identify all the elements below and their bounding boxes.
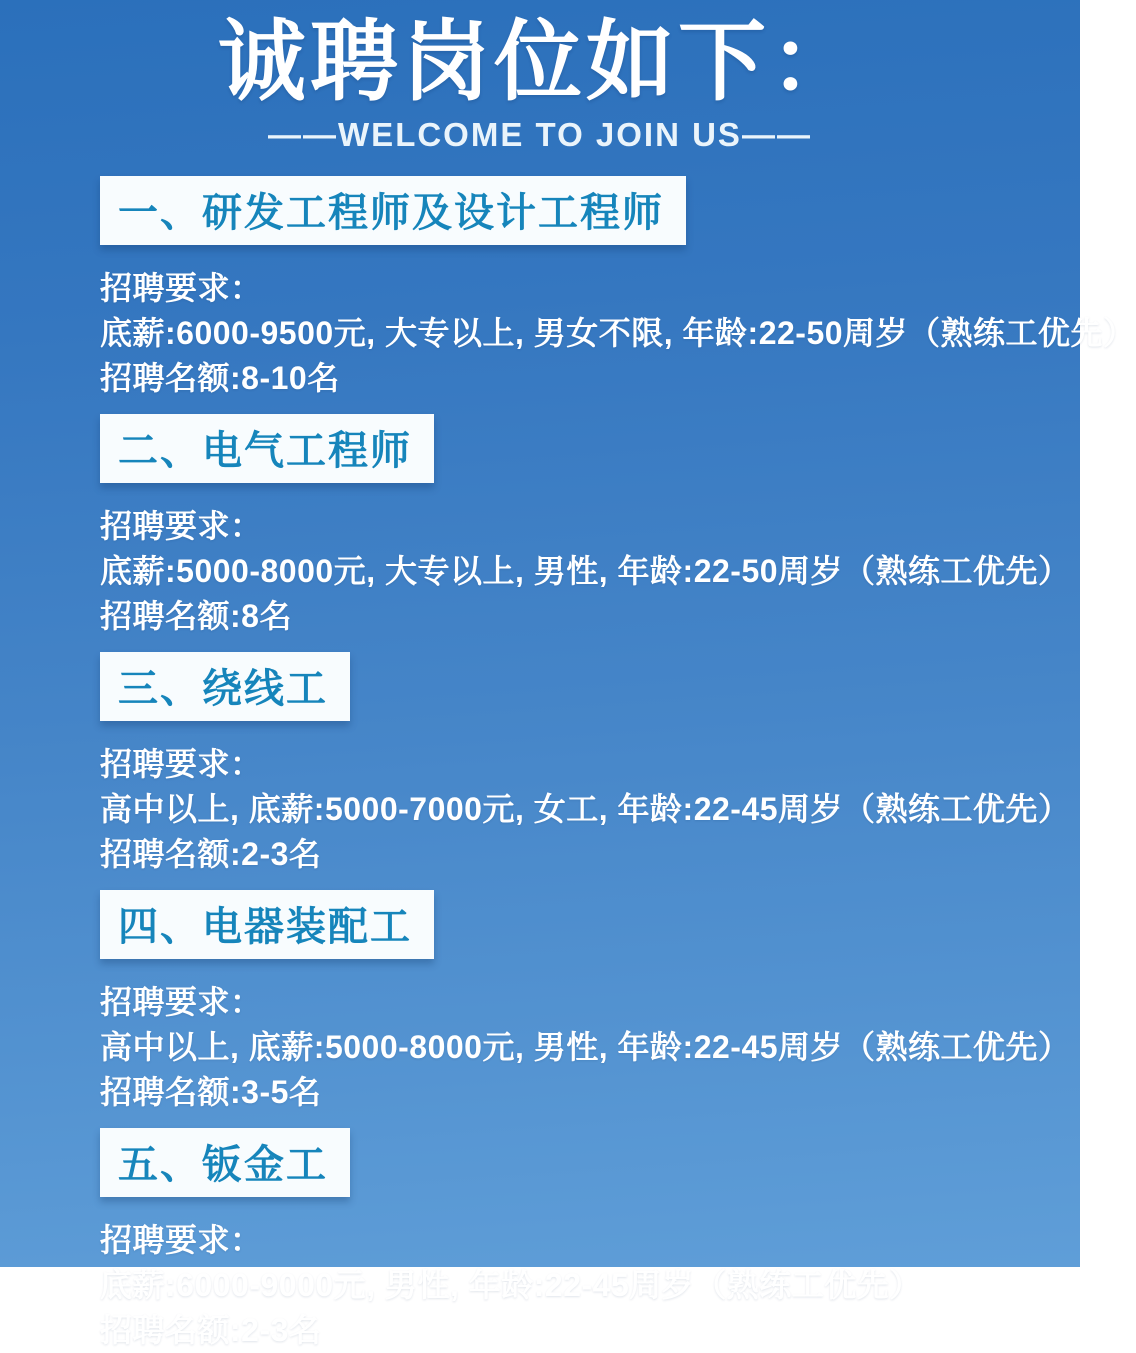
quota-text: 招聘名额:3-5名 [100, 1073, 322, 1110]
requirement-text: 高中以上, 底薪:5000-7000元, 女工, 年龄:22-45周岁（熟练工优先） [100, 790, 1071, 827]
job-section-4 [100, 890, 1071, 1115]
quota-text: 招聘名额:8名 [100, 597, 292, 634]
job-heading-4: 四、电器装配工 [100, 890, 434, 959]
job-heading-3: 三、绕线工 [100, 652, 350, 721]
requirements-label: 招聘要求： [100, 983, 263, 1020]
requirement-text: 底薪:6000-9500元, 大专以上, 男女不限, 年龄:22-50周岁（熟练工优先） [100, 314, 1136, 351]
poster-title: 诚聘岗位如下： [217, 12, 862, 111]
requirements-label: 招聘要求： [100, 507, 263, 544]
job-heading-5: 五、钣金工 [100, 1128, 350, 1197]
requirements-label: 招聘要求： [100, 269, 263, 306]
requirement-text: 底薪:6000-9000元, 男性, 年龄:22-45周岁（熟练工优先） [100, 1266, 922, 1303]
job-section-1 [100, 176, 1136, 401]
requirements-label: 招聘要求： [100, 1221, 263, 1258]
job-heading-1: 一、研发工程师及设计工程师 [100, 176, 686, 245]
requirement-text: 高中以上, 底薪:5000-8000元, 男性, 年龄:22-45周岁（熟练工优先） [100, 1028, 1071, 1065]
poster-subtitle: ——WELCOME TO JOIN US—— [268, 115, 812, 153]
job-section-3 [100, 652, 1071, 877]
job-section-5 [100, 1128, 1040, 1353]
requirement-text: 底薪:5000-8000元, 大专以上, 男性, 年龄:22-50周岁（熟练工优先） [100, 552, 1071, 589]
quota-text: 招聘名额:2-3名 [100, 835, 322, 872]
requirements-label: 招聘要求： [100, 745, 263, 782]
quota-text: 招聘名额:2-3名 [100, 1311, 322, 1348]
job-section-2 [100, 414, 1071, 639]
quota-text: 招聘名额:8-10名 [100, 359, 340, 396]
job-heading-2: 二、电气工程师 [100, 414, 434, 483]
